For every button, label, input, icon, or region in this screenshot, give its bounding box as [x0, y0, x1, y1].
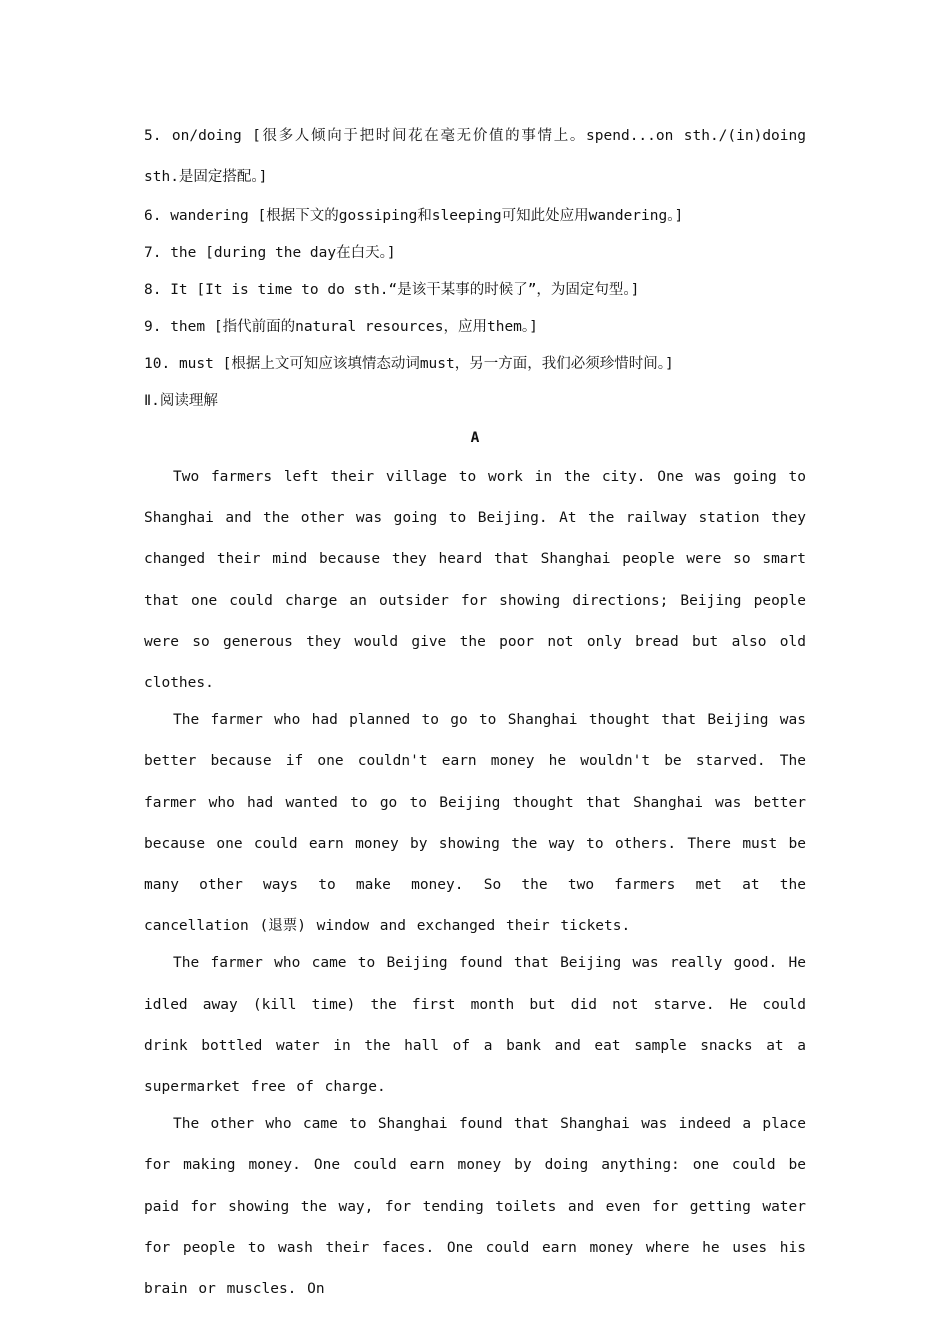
answer-item-6: 6. wandering [根据下文的gossiping和sleeping可知此处应用wandering。] [144, 208, 684, 224]
passage-title: A [470, 430, 480, 446]
passage-paragraph-1: Two farmers left their village to work in the city. One was going to Shanghai and the other was going to Beijing. At the railway station they changed their mind because they heard that Shanghai people were so smart that one could charge an outsider for showing directions; Beijing people were so generous they would give the poor not only bread but also old clothes. [144, 469, 806, 692]
answer-item-5: 5. on/doing [很多人倾向于把时间花在毫无价值的事情上。spend...on sth./(in)doing sth.是固定搭配。] [144, 128, 806, 185]
answer-item-9: 9. them [指代前面的natural resources，应用them。] [144, 319, 538, 335]
answer-item-8: 8. It [It is time to do sth.“是该干某事的时候了”，为固定句型。] [144, 282, 640, 298]
passage-paragraph-4: The other who came to Shanghai found that Shanghai was indeed a place for making money. One could earn money by doing anything: one could be paid for showing the way, for tending toilets and even for getting water for people to wash their faces. One could earn money where he uses his brain or muscles. On [144, 1116, 806, 1298]
document-page [144, 118, 806, 1306]
passage-paragraph-2: The farmer who had planned to go to Shanghai thought that Beijing was better because if one couldn't earn money he wouldn't be starved. The farmer who had wanted to go to Beijing thought that Shanghai was better because one could earn money by showing the way to others. There must be many other ways to make money. So the two farmers met at the cancellation (退票) window and exchanged their tickets. [144, 712, 806, 935]
section-heading: Ⅱ.阅读理解 [144, 393, 218, 409]
answer-item-10: 10. must [根据上文可知应该填情态动词must，另一方面，我们必须珍惜时间。] [144, 356, 674, 372]
passage-paragraph-3: The farmer who came to Beijing found that Beijing was really good. He idled away (kill time) the first month but did not starve. He could drink bottled water in the hall of a bank and eat sample snacks at a supermarket free of charge. [144, 955, 806, 1096]
answer-item-7: 7. the [during the day在白天。] [144, 245, 396, 261]
